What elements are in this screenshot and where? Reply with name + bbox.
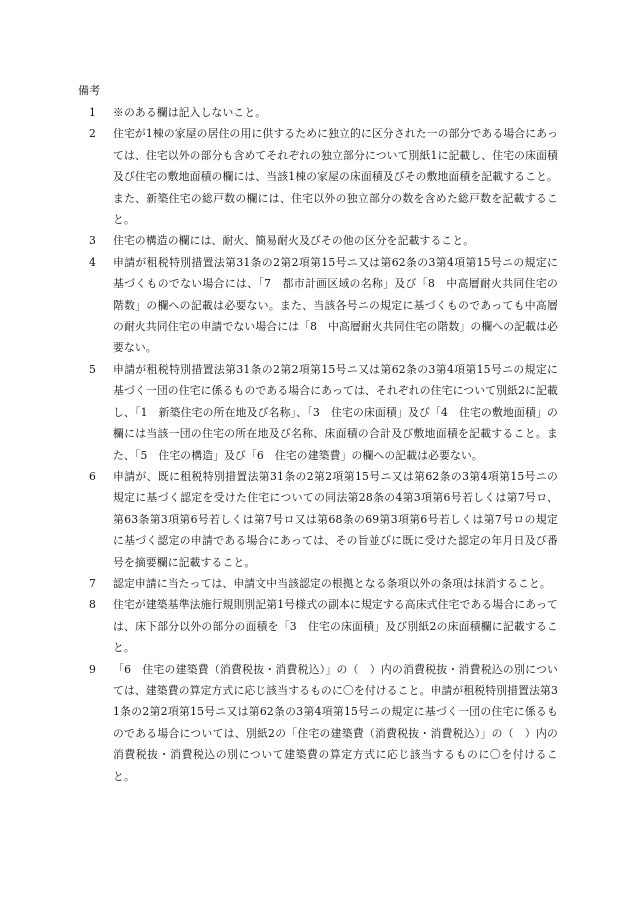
note-number: 9	[89, 662, 97, 676]
note-item	[78, 594, 558, 658]
note-number: 4	[89, 255, 97, 269]
note-item	[78, 659, 558, 787]
note-text: 申請が、既に租税特別措置法第31条の2第2項第15号ニ又は第62条の3第4項第15号ニの規定に基づく認定を受けた住宅についての同法第28条の4第3項第6号若しくは第7号ロ、第63条第3項第6号若しくは第7号ロ又は第68条の69第3項第6号若しくは第7号ロの規定に基づく認定の申請である場合にあっては、その旨並びに既に受けた認定の年月日及び番号を摘要欄に記載すること。	[113, 469, 558, 569]
note-text: 申請が租税特別措置法第31条の2第2項第15号ニ又は第62条の3第4項第15号ニの規定に基づくものでない場合には、「7 都市計画区域の名称」及び「8 中高層耐火共同住宅の階数」の欄への記載は必要ない。また、当該各号ニの規定に基づくものであっても中高層の耐火共同住宅の申請でない場合には「8 中高層耐火共同住宅の階数」の欄への記載は必要ない。	[113, 255, 558, 355]
note-number: 6	[89, 469, 97, 483]
note-item	[78, 252, 558, 359]
note-text: 認定申請に当たっては、申請文中当該認定の根拠となる条項以外の条項は抹消すること。	[113, 576, 551, 590]
note-number: 7	[89, 576, 97, 590]
note-item	[78, 230, 558, 251]
note-number: 2	[89, 127, 97, 141]
notes-heading: 備考	[78, 84, 101, 97]
note-item	[78, 123, 558, 230]
note-number: 5	[89, 362, 97, 376]
note-text: ※のある欄は記入しないこと。	[113, 106, 267, 119]
note-number: 8	[89, 598, 97, 612]
note-text: 住宅の構造の欄には、耐火、簡易耐火及びその他の区分を記載すること。	[113, 234, 475, 248]
note-item	[78, 466, 558, 573]
note-number: 1	[89, 106, 97, 119]
note-number: 3	[89, 234, 97, 248]
note-text: 住宅が建築基準法施行規則別記第1号様式の副本に規定する高床式住宅である場合にあっては、床下部分以外の部分の面積を「3 住宅の床面積」及び別紙2の床面積欄に記載すること。	[113, 598, 558, 655]
note-text: 申請が租税特別措置法第31条の2第2項第15号ニ又は第62条の3第4項第15号ニの規定に基づく一団の住宅に係るものである場合にあっては、それぞれの住宅について別紙2に記載し、「1 新築住宅の所在地及び名称」、「3 住宅の床面積」及び「4 住宅の敷地面積」の欄には当該一団の住宅の所在地及び名称、床面積の合計及び敷地面積を記載すること。また、「5 住宅の構造」及び「6 住宅の建築費」の欄への記載は必要ない。	[113, 362, 558, 462]
note-item	[78, 359, 558, 466]
note-text: 「6 住宅の建築費（消費税抜・消費税込）」の（ ）内の消費税抜・消費税込の別については、建築費の算定方式に応じ該当するものに〇を付けること。申請が租税特別措置法第31条の2第2項第15号ニ又は第62条の3第4項第15号ニの規定に基づく一団の住宅に係るものである場合については、別紙2の「住宅の建築費（消費税抜・消費税込）」の（ ）内の消費税抜・消費税込の別について建築費の算定方式に応じ該当するものに〇を付けること。	[113, 662, 558, 783]
notes-list	[78, 102, 558, 787]
note-item	[78, 573, 558, 594]
note-text: 住宅が1棟の家屋の居住の用に供するために独立的に区分された一の部分である場合にあっては、住宅以外の部分も含めてそれぞれの独立部分について別紙1に記載し、住宅の床面積及び住宅の敷地面積の欄には、当該1棟の家屋の床面積及びその敷地面積を記載すること。また、新築住宅の総戸数の欄には、住宅以外の独立部分の数を含めた総戸数を記載すること。	[113, 127, 558, 227]
note-item	[78, 102, 558, 123]
